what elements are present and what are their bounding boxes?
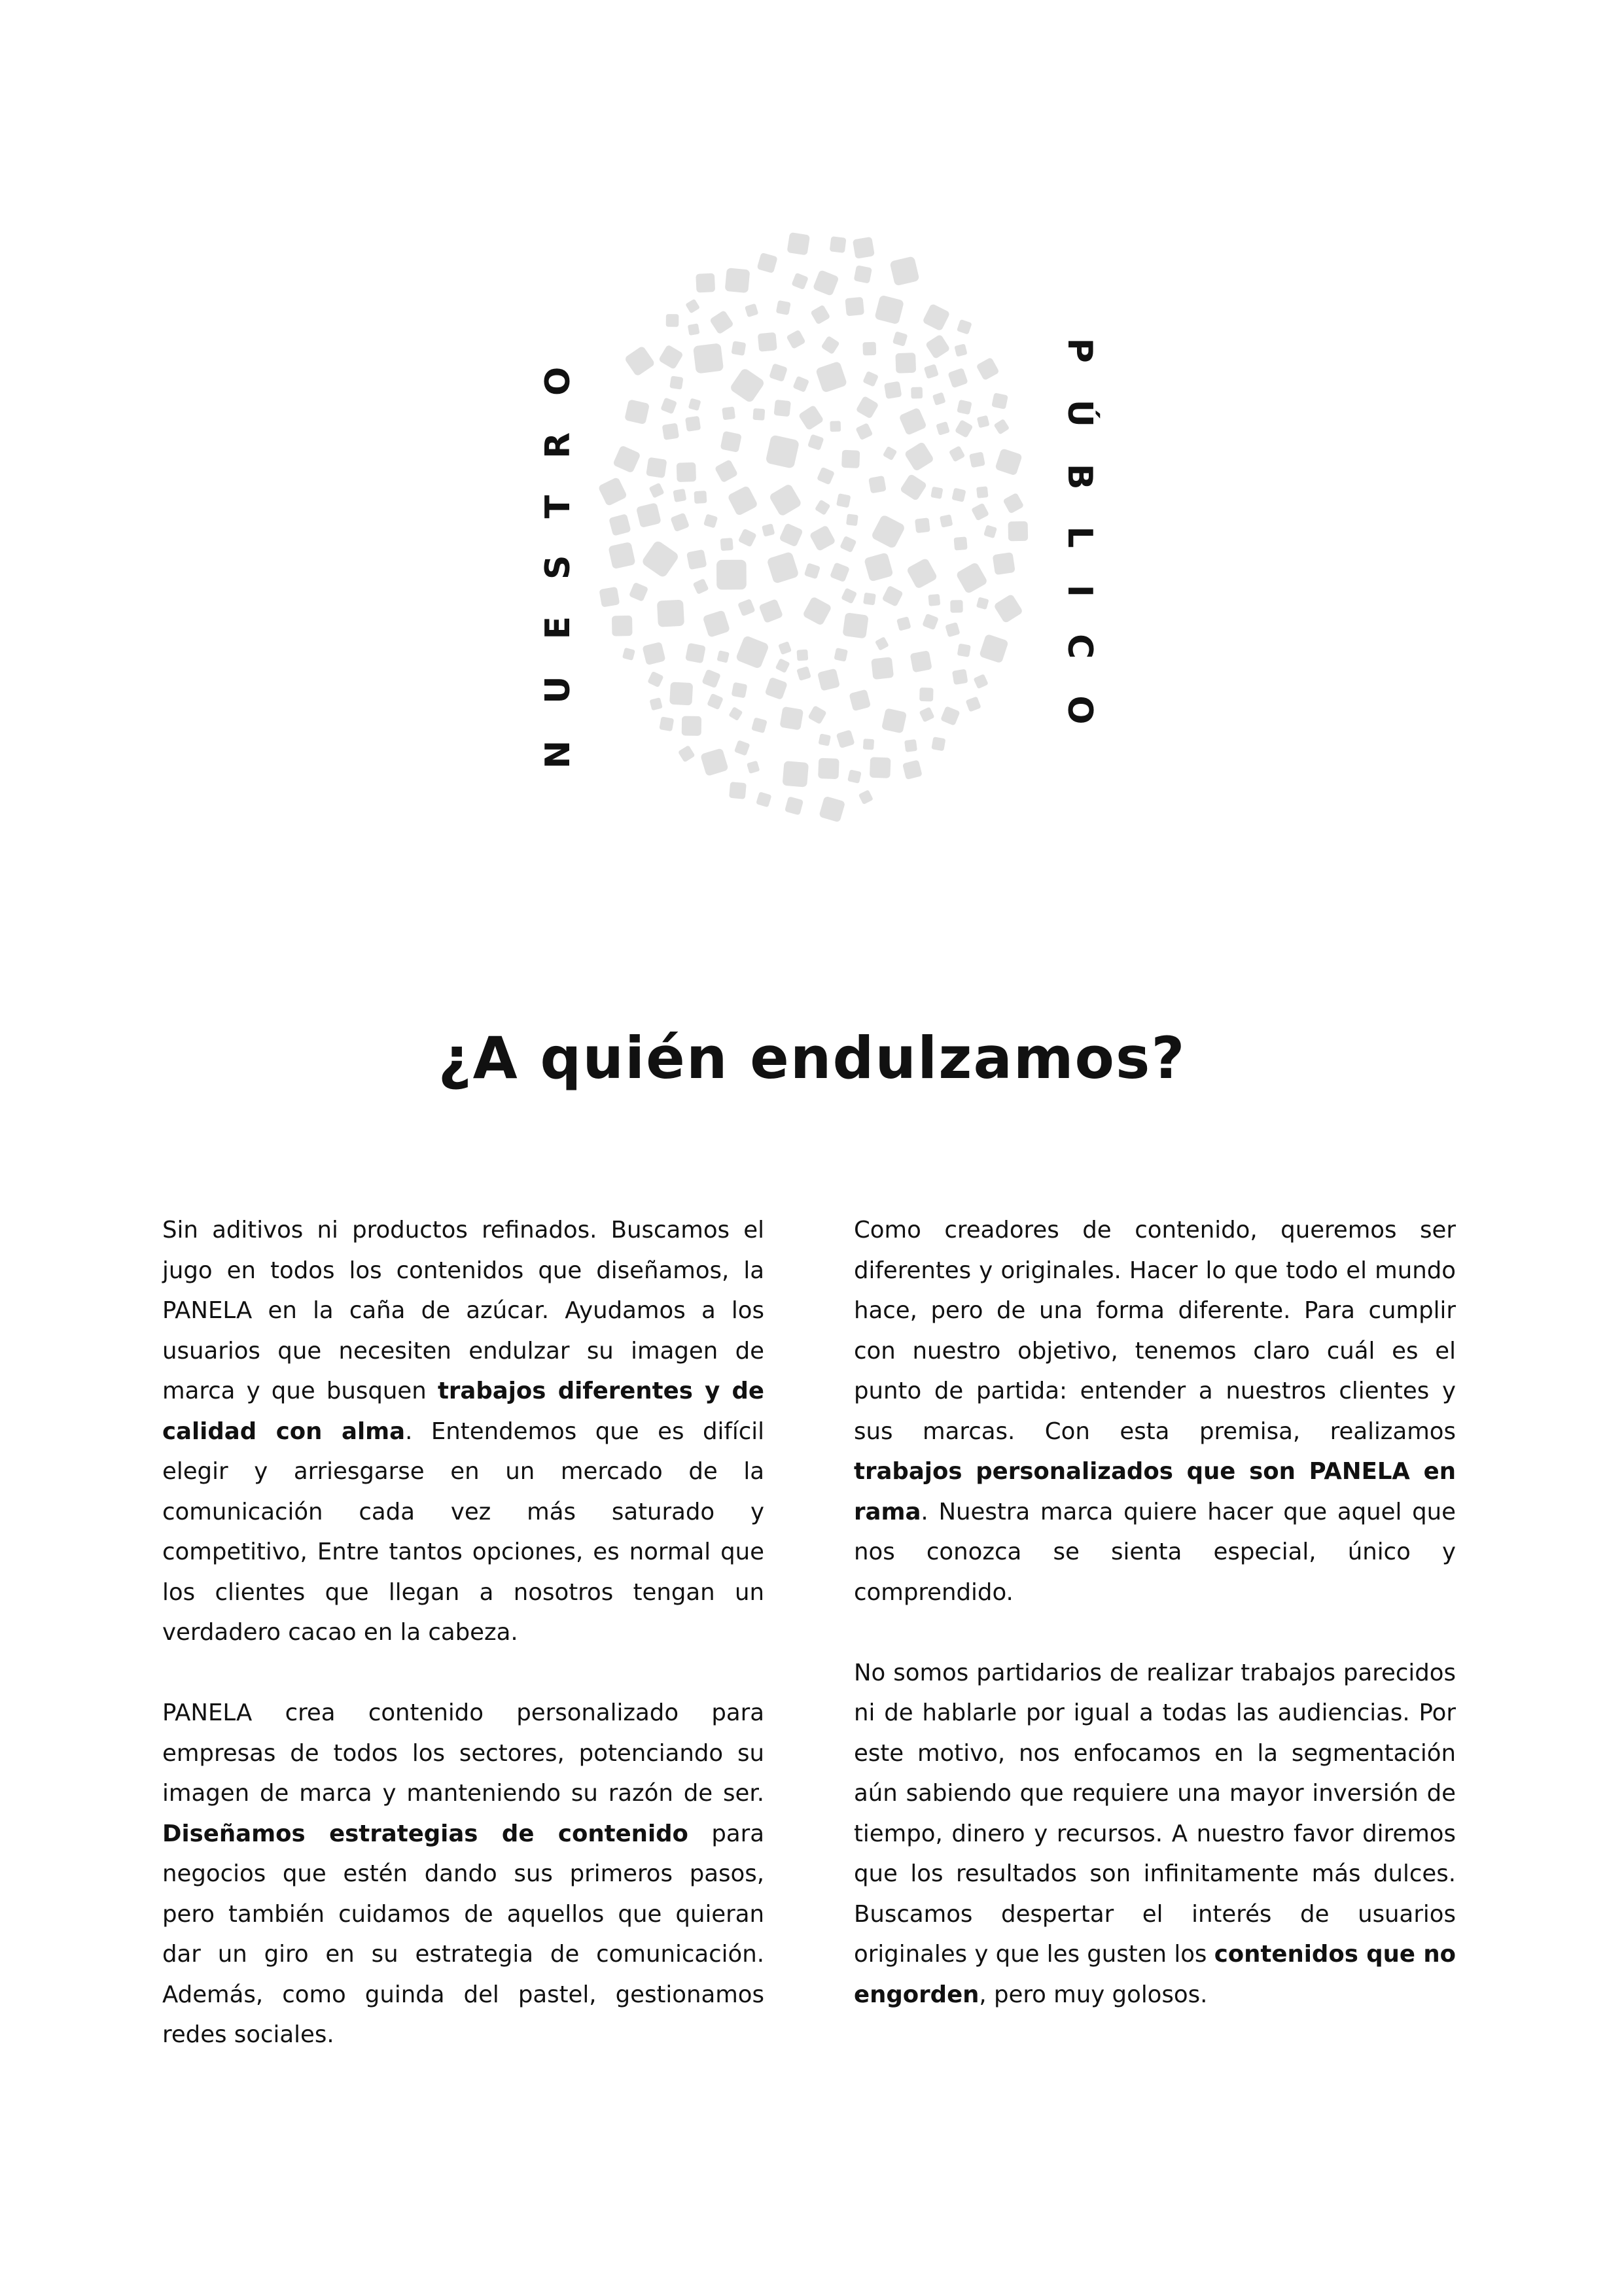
paragraph-bold-text: Diseñamos estrategias de contenido: [162, 1820, 688, 1847]
page-title: ¿A quién endulzamos?: [438, 1024, 1186, 1092]
crystal-square: [778, 641, 792, 655]
crystal-square: [662, 423, 679, 440]
crystal-square: [973, 674, 988, 689]
crystal-square: [883, 446, 897, 461]
crystal-square: [809, 525, 836, 551]
crystal-square: [904, 442, 934, 472]
crystal-square: [716, 650, 730, 663]
crystal-square: [813, 270, 839, 296]
crystal-square: [624, 345, 656, 377]
crystal-square: [979, 634, 1009, 664]
crystal-square: [936, 421, 950, 436]
crystal-square: [847, 769, 862, 784]
crystal-square: [862, 342, 876, 356]
crystal-square: [856, 396, 879, 419]
crystal-square: [732, 682, 748, 699]
crystal-square: [821, 336, 839, 355]
crystal-square: [904, 739, 917, 752]
crystal-square: [815, 361, 847, 393]
crystal-square: [660, 398, 677, 415]
crystal-square: [882, 585, 904, 607]
crystal-square: [817, 467, 835, 485]
crystal-square: [830, 236, 847, 253]
crystal-square: [839, 536, 856, 553]
crystal-square: [993, 552, 1015, 575]
crystal-square: [747, 761, 760, 774]
crystal-square: [649, 697, 662, 710]
crystal-square: [758, 332, 777, 352]
crystal-square: [855, 423, 873, 440]
crystal-square: [657, 600, 684, 627]
crystal-square: [976, 597, 989, 610]
crystal-square: [947, 368, 968, 388]
crystal-square: [993, 593, 1023, 623]
crystal-square: [884, 381, 902, 400]
paragraph-text: Sin aditivos ni productos refinados. Buscamos el jugo en todos los contenidos que diseñamos, la PANELA en la caña de azúcar. Ayudamos a los usuarios que necesiten endulzar su imagen de marca y que busquen: [162, 1217, 764, 1404]
crystal-square: [834, 648, 848, 662]
crystal-square: [911, 387, 923, 399]
sugar-crystals-icon: [0, 0, 1624, 916]
crystal-square: [751, 717, 768, 733]
crystal-square: [849, 689, 871, 712]
crystal-square: [955, 562, 988, 595]
crystal-square: [871, 514, 906, 549]
crystal-square: [725, 268, 750, 293]
crystal-square: [1002, 493, 1024, 514]
paragraph-text: PANELA crea contenido personalizado para empresas de todos los sectores, potenciando su imagen de marca y manteniendo su razón de ser.: [162, 1699, 764, 1807]
crystal-square: [622, 648, 635, 661]
crystal-square: [786, 330, 805, 349]
crystal-square: [783, 761, 809, 788]
crystal-square: [775, 658, 790, 673]
crystal-square: [720, 431, 742, 453]
crystal-square: [922, 614, 939, 631]
crystal-square: [965, 696, 981, 712]
crystal-square: [930, 487, 943, 499]
crystal-square: [1008, 521, 1029, 542]
crystal-square: [870, 757, 891, 778]
crystal-square: [957, 319, 972, 335]
crystal-square: [896, 616, 911, 631]
crystal-square: [953, 536, 967, 550]
crystal-square: [900, 474, 927, 501]
paragraph: [162, 1693, 764, 2055]
crystal-square: [841, 450, 860, 468]
crystal-square: [817, 669, 840, 691]
crystal-square: [685, 643, 706, 664]
crystal-square: [646, 457, 667, 478]
crystal-square: [745, 304, 758, 317]
crystal-square: [931, 737, 945, 751]
crystal-square: [738, 529, 757, 548]
paragraph-text: No somos partidarios de realizar trabajos parecidos ni de hablarle por igual a todas las audiencias. Por este motivo, nos enfocamos en la segmentación aún sabiendo que requiere una mayor inversión de tiempo, dinero y recursos. A nuestro favor diremos que los resultados son infinitamente más dulces. Buscamos despertar el interés de usuarios originales y que les gusten los: [854, 1659, 1456, 1968]
crystal-square: [727, 485, 758, 517]
crystal-square: [819, 796, 845, 823]
crystal-square: [871, 657, 894, 680]
crystal-square: [659, 716, 674, 731]
crystal-square: [773, 400, 790, 417]
crystal-square: [677, 462, 696, 482]
crystal-square: [792, 375, 809, 392]
crystal-square: [977, 415, 990, 428]
crystal-square: [906, 557, 938, 589]
crystal-square: [728, 706, 743, 721]
crystal-square: [836, 493, 851, 508]
crystal-square: [598, 477, 628, 507]
crystal-square: [983, 525, 997, 538]
vertical-word-nuestro: NUESTRO: [538, 330, 578, 769]
crystal-square: [729, 782, 747, 799]
crystal-square: [688, 323, 700, 336]
crystal-square: [830, 421, 841, 432]
crystal-square: [895, 353, 916, 374]
crystal-square: [715, 459, 738, 483]
crystal-square: [864, 552, 894, 582]
crystal-square: [922, 303, 950, 331]
crystal-square: [902, 759, 923, 780]
crystal-square: [854, 265, 872, 283]
crystal-square: [752, 408, 765, 421]
crystal-square: [709, 310, 734, 335]
paragraph-text: para negocios que estén dando sus primeros pasos, pero también cuidamos de aquellos que quieran dar un giro en su estrategia de comunicación. Además, como guinda del pastel, gestionamos redes sociales.: [162, 1820, 764, 2048]
crystal-square: [669, 375, 683, 389]
crystal-square: [976, 486, 988, 498]
crystal-square: [682, 716, 701, 735]
crystal-square: [957, 644, 971, 657]
crystal-square: [815, 499, 830, 515]
paragraph-text: , pero muy golosos.: [979, 1981, 1208, 2008]
crystal-square: [737, 599, 755, 616]
crystal-square: [842, 612, 868, 638]
crystal-square: [957, 400, 972, 415]
crystal-square: [863, 739, 874, 750]
crystal-square: [685, 416, 701, 432]
paragraph-bold-text: contenidos que no engorden: [854, 1941, 1456, 2008]
crystal-square: [703, 513, 718, 528]
crystal-square: [807, 434, 824, 450]
crystal-square: [766, 551, 799, 584]
right-column: [854, 1210, 1456, 2015]
crystal-square: [932, 392, 946, 406]
crystal-square: [846, 513, 858, 526]
crystal-square: [804, 563, 821, 579]
left-column: [162, 1210, 764, 2055]
crystal-square: [845, 297, 864, 317]
crystal-square: [701, 669, 721, 689]
crystal-square: [629, 582, 648, 602]
crystal-square: [694, 491, 707, 504]
paragraph-bold-text: trabajos diferentes y de calidad con alma: [162, 1378, 764, 1445]
crystal-square: [889, 256, 919, 286]
crystal-square: [693, 343, 724, 374]
crystal-square: [648, 483, 664, 498]
crystal-square: [836, 729, 855, 748]
crystal-square: [769, 483, 803, 517]
crystal-square: [919, 706, 935, 722]
crystal-square: [609, 513, 631, 536]
crystal-square: [940, 706, 961, 726]
crystal-square: [670, 513, 690, 532]
paragraph: [854, 1210, 1456, 1612]
crystal-square: [802, 596, 832, 626]
crystal-square: [757, 252, 778, 273]
crystal-square: [647, 671, 663, 687]
crystal-square: [949, 445, 965, 462]
crystal-square: [841, 587, 857, 604]
crystal-square: [642, 642, 665, 665]
crystal-square: [636, 502, 662, 528]
crystal-square: [892, 331, 908, 347]
crystal-square: [951, 488, 966, 502]
crystal-square: [612, 616, 633, 636]
crystal-square: [624, 399, 650, 425]
crystal-square: [928, 594, 940, 606]
crystal-square: [796, 650, 808, 661]
crystal-square: [785, 796, 803, 815]
crystal-square: [969, 451, 985, 468]
paragraph: [854, 1653, 1456, 2015]
crystal-square: [734, 740, 750, 756]
crystal-square: [685, 299, 700, 314]
crystal-square: [758, 599, 783, 623]
crystal-square: [868, 476, 887, 494]
crystal-square: [796, 666, 811, 681]
crystal-square: [720, 538, 733, 551]
crystal-square: [716, 560, 747, 590]
crystal-square: [995, 448, 1023, 476]
crystal-square: [765, 677, 788, 700]
crystal-square: [762, 523, 775, 536]
crystal-square: [954, 343, 967, 357]
crystal-square: [875, 636, 889, 651]
crystal-square: [769, 363, 788, 382]
crystal-square: [976, 357, 999, 381]
crystal-square: [641, 540, 680, 579]
paragraph-bold-text: trabajos personalizados que son PANELA en rama: [854, 1458, 1456, 1525]
crystal-square: [696, 273, 715, 293]
crystal-square: [863, 593, 876, 606]
crystal-square: [810, 305, 830, 325]
crystal-square: [952, 669, 968, 686]
crystal-square: [819, 733, 831, 746]
crystal-square: [915, 517, 930, 533]
crystal-square: [881, 708, 907, 733]
paragraph-text: . Entendemos que es difícil elegir y arriesgarse en un mercado de la comunicación cada vez más saturado y competitivo, Entre tantos opciones, es normal que los clientes que llegan a nosotros tengan un verdadero cacao en la cabeza.: [162, 1418, 765, 1646]
vertical-word-publico: PÚBLICO: [1060, 338, 1099, 761]
crystal-square: [779, 706, 803, 731]
crystal-square: [924, 364, 939, 379]
crystal-square: [950, 600, 962, 612]
crystal-square: [722, 406, 735, 420]
crystal-square: [807, 705, 826, 724]
crystal-square: [955, 419, 974, 438]
crystal-square: [693, 578, 709, 595]
crystal-square: [791, 273, 809, 290]
crystal-square: [612, 445, 641, 474]
crystal-square: [703, 610, 731, 638]
crystal-square: [686, 549, 707, 570]
crystal-square: [688, 398, 701, 411]
crystal-square: [608, 542, 635, 569]
crystal-square: [994, 419, 1010, 435]
crystal-square: [673, 489, 686, 502]
crystal-square: [991, 392, 1008, 409]
paragraph: [162, 1210, 764, 1653]
crystal-square: [919, 687, 933, 701]
paragraph-text: Como creadores de contenido, queremos ser diferentes y originales. Hacer lo que todo el mundo hace, pero de una forma diferente. Para cumplir con nuestro objetivo, tenemos claro cuál es el punto de partida: entender a nuestros clientes y sus marcas. Con esta premisa, realizamos: [854, 1217, 1456, 1445]
crystal-square: [910, 650, 932, 672]
crystal-square: [971, 503, 989, 521]
crystal-square: [735, 635, 770, 670]
paragraph-text: . Nuestra marca quiere hacer que aquel que nos conozca se sienta especial, único y comprendido.: [854, 1498, 1456, 1606]
crystal-square: [669, 682, 693, 705]
crystal-square: [678, 745, 696, 763]
crystal-square: [700, 748, 729, 776]
crystal-square: [862, 371, 879, 387]
crystal-square: [940, 514, 953, 528]
crystal-square: [779, 523, 803, 547]
crystal-square: [731, 341, 746, 356]
crystal-square: [756, 791, 771, 807]
crystal-square: [707, 693, 724, 710]
crystal-square: [858, 790, 874, 805]
crystal-square: [666, 314, 679, 327]
crystal-square: [925, 334, 951, 360]
crystal-square: [830, 562, 850, 582]
crystal-square: [818, 758, 839, 780]
crystal-square: [776, 300, 791, 315]
crystal-square: [786, 232, 810, 256]
crystal-square: [945, 622, 960, 637]
crystal-square: [658, 344, 684, 370]
crystal-square: [853, 237, 875, 259]
crystal-square: [729, 367, 765, 403]
crystal-square: [798, 405, 824, 431]
crystal-square: [898, 408, 927, 436]
crystal-square: [874, 295, 904, 325]
crystal-square: [599, 587, 620, 608]
crystal-square: [765, 434, 800, 469]
